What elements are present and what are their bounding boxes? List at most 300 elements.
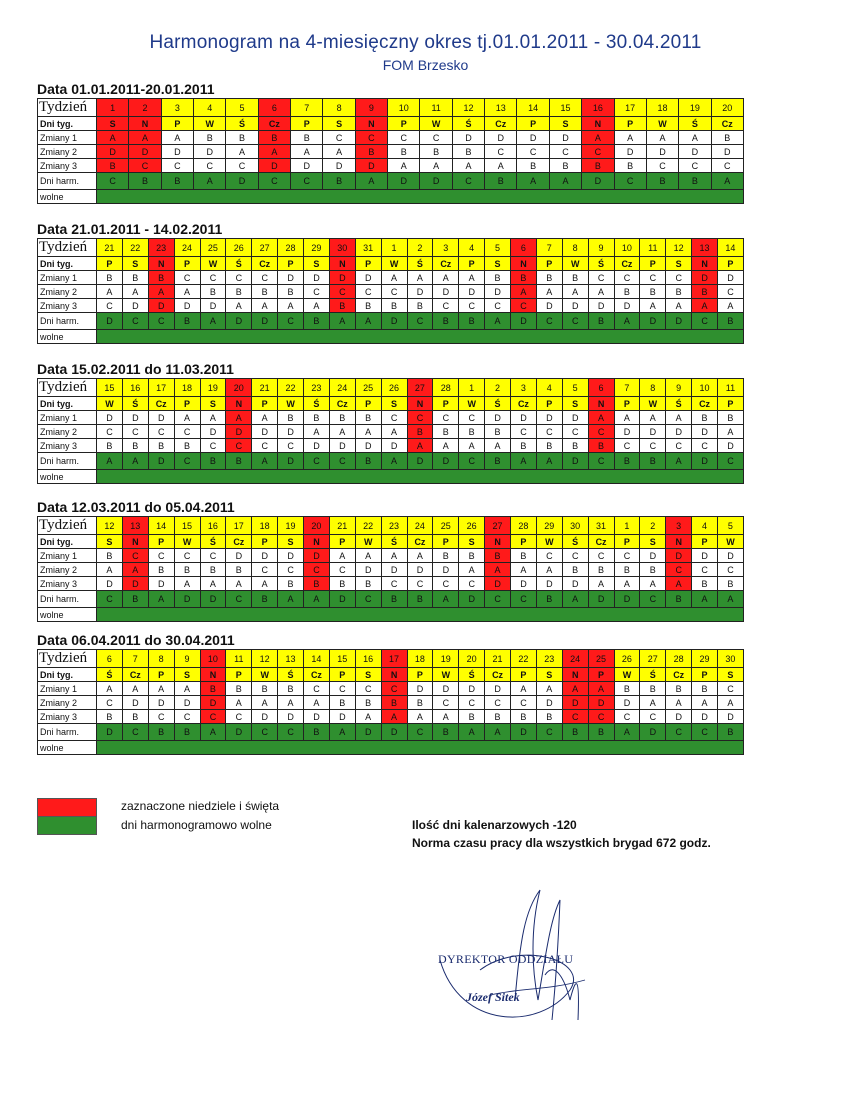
shift1-cell: C	[388, 131, 420, 145]
shift3-cell: A	[226, 299, 252, 313]
harm-cell: C	[252, 724, 278, 741]
weekday-cell: P	[278, 257, 304, 271]
weekday-cell: P	[226, 668, 252, 682]
harm-cell: B	[666, 591, 692, 608]
shift3-cell: B	[122, 710, 148, 724]
shift3-cell: B	[459, 710, 485, 724]
weekday-cell: S	[536, 668, 562, 682]
shift1-row	[38, 549, 744, 563]
shift1-cell: B	[278, 682, 304, 696]
weekday-cell: N	[562, 668, 588, 682]
harm-cell: A	[329, 724, 355, 741]
week-cell: 11	[640, 239, 666, 257]
row-label: Zmiany 1	[38, 682, 97, 696]
note-work-norm: Norma czasu pracy dla wszystkich brygad 672 godz.	[412, 836, 711, 850]
shift3-cell: D	[718, 710, 744, 724]
weekday-cell: P	[433, 535, 459, 549]
week-cell: 17	[148, 379, 174, 397]
weekday-cell: Ś	[407, 257, 433, 271]
week-cell: 13	[278, 650, 304, 668]
weekday-row	[38, 257, 744, 271]
shift3-cell: D	[666, 710, 692, 724]
shift1-cell: D	[459, 682, 485, 696]
note-calendar-days: Ilość dni kalenarzowych -120	[412, 818, 577, 832]
weekday-cell: S	[278, 535, 304, 549]
weekday-cell: P	[355, 257, 381, 271]
harm-cell: B	[679, 173, 711, 190]
shift1-cell: C	[148, 549, 174, 563]
weekday-cell: W	[355, 535, 381, 549]
shift3-cell: C	[640, 710, 666, 724]
weekday-cell: P	[459, 257, 485, 271]
shift3-cell: C	[646, 159, 678, 173]
weekday-cell: Ś	[679, 117, 711, 131]
shift2-cell: A	[718, 425, 744, 439]
week-cell: 2	[129, 99, 161, 117]
shift2-cell: C	[433, 696, 459, 710]
weekday-cell: W	[194, 117, 226, 131]
shift2-cell: C	[536, 425, 562, 439]
shift1-cell: C	[323, 131, 355, 145]
shift2-cell: D	[666, 425, 692, 439]
weekday-cell: Ś	[278, 668, 304, 682]
harm-cell: B	[304, 724, 330, 741]
shift2-cell: A	[323, 145, 355, 159]
shift2-cell: A	[329, 425, 355, 439]
shift2-cell: B	[452, 145, 484, 159]
week-cell: 2	[485, 379, 511, 397]
shift3-cell: C	[711, 159, 743, 173]
shift1-cell: B	[459, 549, 485, 563]
week-cell: 8	[323, 99, 355, 117]
section-title: Data 21.01.2011 - 14.02.2011	[37, 221, 223, 237]
week-cell: 10	[388, 99, 420, 117]
harm-cell: D	[433, 453, 459, 470]
week-cell: 3	[433, 239, 459, 257]
shift1-cell: B	[226, 131, 258, 145]
schedule-section	[37, 361, 744, 484]
shift3-cell: D	[381, 439, 407, 453]
weekday-cell: N	[200, 668, 226, 682]
shift2-cell: D	[148, 696, 174, 710]
shift3-cell: A	[200, 577, 226, 591]
weekday-cell: Ś	[562, 535, 588, 549]
harm-cell: A	[511, 453, 537, 470]
harm-cell: B	[588, 724, 614, 741]
harm-cell: A	[517, 173, 549, 190]
harm-cell: B	[381, 591, 407, 608]
harm-cell: D	[226, 313, 252, 330]
shift2-cell: B	[226, 285, 252, 299]
shift1-cell: C	[304, 682, 330, 696]
weekday-cell: P	[692, 535, 718, 549]
week-cell: 28	[666, 650, 692, 668]
shift3-cell: C	[614, 439, 640, 453]
shift3-cell: D	[355, 439, 381, 453]
weekday-cell: Cz	[511, 397, 537, 411]
harm-cell: D	[640, 724, 666, 741]
shift2-row	[38, 145, 744, 159]
harm-cell: C	[355, 591, 381, 608]
shift1-cell: D	[97, 411, 123, 425]
week-cell: 20	[304, 517, 330, 535]
row-label: wolne	[38, 330, 97, 344]
shift2-cell: A	[666, 696, 692, 710]
week-cell: 24	[174, 239, 200, 257]
weekday-cell: Ś	[588, 257, 614, 271]
schedule-table	[37, 98, 744, 204]
weekday-cell: Cz	[485, 668, 511, 682]
shift1-cell: A	[536, 682, 562, 696]
week-cell: 12	[452, 99, 484, 117]
shift3-cell: D	[122, 577, 148, 591]
shift2-cell: D	[646, 145, 678, 159]
shift3-cell: A	[588, 577, 614, 591]
shift3-cell: D	[97, 577, 123, 591]
row-label: Zmiany 3	[38, 439, 97, 453]
week-cell: 22	[278, 379, 304, 397]
weekday-cell: S	[323, 117, 355, 131]
shift3-cell: D	[329, 710, 355, 724]
shift1-cell: C	[174, 271, 200, 285]
week-cell: 3	[511, 379, 537, 397]
section-title: Data 12.03.2011 do 05.04.2011	[37, 499, 235, 515]
harm-cell: D	[459, 591, 485, 608]
week-cell: 16	[200, 517, 226, 535]
week-cell: 31	[588, 517, 614, 535]
shift1-cell: D	[148, 411, 174, 425]
shift2-row	[38, 563, 744, 577]
week-row	[38, 239, 744, 257]
shift3-cell: C	[614, 710, 640, 724]
shift3-cell: A	[252, 577, 278, 591]
harm-cell: D	[381, 724, 407, 741]
weekday-cell: W	[278, 397, 304, 411]
shift2-cell: A	[291, 145, 323, 159]
shift1-cell: C	[174, 549, 200, 563]
shift3-cell: D	[323, 159, 355, 173]
wolne-cell	[97, 330, 744, 344]
weekday-cell: N	[129, 117, 161, 131]
weekday-cell: W	[420, 117, 452, 131]
shift3-cell: C	[174, 710, 200, 724]
week-cell: 2	[640, 517, 666, 535]
harm-cell: A	[459, 724, 485, 741]
weekday-row	[38, 117, 744, 131]
weekday-cell: Cz	[485, 117, 517, 131]
shift2-cell: B	[562, 563, 588, 577]
shift2-cell: D	[200, 425, 226, 439]
harm-cell: A	[718, 591, 744, 608]
shift1-cell: D	[226, 549, 252, 563]
shift2-cell: A	[562, 285, 588, 299]
shift1-cell: D	[562, 411, 588, 425]
harm-cell: A	[97, 453, 123, 470]
harm-row	[38, 313, 744, 330]
shift3-cell: A	[640, 299, 666, 313]
shift2-cell: A	[97, 563, 123, 577]
shift2-cell: B	[420, 145, 452, 159]
harm-cell: C	[278, 313, 304, 330]
shift3-cell: B	[549, 159, 581, 173]
shift3-cell: D	[200, 299, 226, 313]
harm-cell: A	[252, 453, 278, 470]
page-title: Harmonogram na 4-miesięczny okres tj.01.01.2011 - 30.04.2011	[149, 32, 702, 53]
week-cell: 28	[278, 239, 304, 257]
harm-cell: A	[562, 591, 588, 608]
week-cell: 20	[459, 650, 485, 668]
weekday-cell: N	[226, 397, 252, 411]
harm-cell: C	[536, 313, 562, 330]
harm-cell: D	[174, 591, 200, 608]
shift3-cell: B	[407, 299, 433, 313]
week-cell: 12	[252, 650, 278, 668]
week-cell: 14	[517, 99, 549, 117]
week-cell: 17	[614, 99, 646, 117]
section-title: Data 15.02.2011 do 11.03.2011	[37, 361, 234, 377]
shift1-cell: A	[640, 411, 666, 425]
shift2-cell: D	[433, 563, 459, 577]
row-label: Dni tyg.	[38, 397, 97, 411]
row-label: wolne	[38, 741, 97, 755]
harm-cell: B	[536, 591, 562, 608]
wolne-row	[38, 470, 744, 484]
week-cell: 23	[381, 517, 407, 535]
shift2-cell: C	[549, 145, 581, 159]
week-cell: 22	[511, 650, 537, 668]
shift2-cell: A	[588, 285, 614, 299]
shift2-cell: C	[511, 425, 537, 439]
harm-cell: C	[407, 313, 433, 330]
weekday-cell: Cz	[588, 535, 614, 549]
row-label: Dni harm.	[38, 313, 97, 330]
shift3-cell: C	[562, 710, 588, 724]
shift1-cell: D	[355, 271, 381, 285]
shift1-cell: B	[562, 271, 588, 285]
shift2-cell: D	[194, 145, 226, 159]
shift3-cell: B	[122, 439, 148, 453]
shift3-cell: D	[174, 299, 200, 313]
shift2-cell: C	[278, 563, 304, 577]
shift2-cell: A	[148, 285, 174, 299]
legend-red-text: zaznaczone niedziele i święta	[121, 799, 280, 813]
shift1-cell: B	[718, 411, 744, 425]
shift2-cell: B	[355, 696, 381, 710]
harm-cell: A	[148, 591, 174, 608]
harm-cell: C	[459, 453, 485, 470]
wolne-row	[38, 190, 744, 204]
week-cell: 7	[122, 650, 148, 668]
shift2-cell: C	[122, 425, 148, 439]
shift1-cell: A	[433, 271, 459, 285]
shift3-cell: A	[388, 159, 420, 173]
shift3-cell: C	[97, 299, 123, 313]
shift1-row	[38, 131, 744, 145]
harm-cell: B	[485, 173, 517, 190]
week-cell: 19	[679, 99, 711, 117]
harm-cell: C	[614, 173, 646, 190]
harm-cell: A	[549, 173, 581, 190]
week-cell: 26	[614, 650, 640, 668]
shift2-cell: B	[433, 425, 459, 439]
shift1-cell: A	[161, 131, 193, 145]
shift2-cell: D	[161, 145, 193, 159]
harm-cell: A	[278, 591, 304, 608]
week-cell: 24	[562, 650, 588, 668]
week-cell: 16	[355, 650, 381, 668]
shift2-cell: A	[536, 285, 562, 299]
weekday-cell: N	[304, 535, 330, 549]
shift1-cell: B	[329, 411, 355, 425]
shift1-cell: D	[718, 271, 744, 285]
shift1-cell: A	[679, 131, 711, 145]
week-cell: 2	[407, 239, 433, 257]
shift2-cell: C	[174, 425, 200, 439]
harm-cell: A	[614, 313, 640, 330]
shift1-row	[38, 411, 744, 425]
shift3-cell: A	[381, 710, 407, 724]
shift1-cell: C	[666, 271, 692, 285]
shift1-cell: D	[278, 549, 304, 563]
schedule-table	[37, 649, 744, 755]
shift3-cell: D	[692, 710, 718, 724]
harm-cell: D	[640, 313, 666, 330]
week-cell: 22	[355, 517, 381, 535]
week-cell: 5	[226, 99, 258, 117]
shift2-cell: B	[226, 563, 252, 577]
harm-cell: C	[329, 453, 355, 470]
shift3-cell: B	[718, 577, 744, 591]
shift1-cell: A	[329, 549, 355, 563]
shift2-cell: B	[614, 285, 640, 299]
shift1-cell: C	[420, 131, 452, 145]
shift3-cell: A	[452, 159, 484, 173]
row-label: Tydzień	[38, 650, 97, 668]
harm-cell: B	[718, 724, 744, 741]
weekday-cell: W	[459, 397, 485, 411]
shift1-cell: A	[200, 411, 226, 425]
shift2-cell: C	[459, 696, 485, 710]
harm-cell: C	[718, 453, 744, 470]
shift1-cell: D	[278, 271, 304, 285]
shift3-cell: B	[174, 439, 200, 453]
shift3-cell: C	[226, 159, 258, 173]
weekday-cell: Ś	[640, 668, 666, 682]
harm-cell: A	[614, 724, 640, 741]
shift2-cell: B	[388, 145, 420, 159]
signature-title: DYREKTOR ODDZIAŁU	[438, 952, 574, 966]
weekday-cell: S	[666, 257, 692, 271]
week-cell: 23	[304, 379, 330, 397]
harm-cell: C	[278, 724, 304, 741]
weekday-cell: S	[562, 397, 588, 411]
week-cell: 28	[433, 379, 459, 397]
week-cell: 21	[97, 239, 123, 257]
harm-cell: D	[355, 724, 381, 741]
shift3-cell: B	[148, 439, 174, 453]
shift1-cell: C	[381, 682, 407, 696]
shift2-cell: A	[304, 696, 330, 710]
shift2-cell: B	[381, 696, 407, 710]
shift2-cell: D	[640, 425, 666, 439]
shift3-cell: A	[407, 710, 433, 724]
shift2-cell: B	[200, 285, 226, 299]
shift3-cell: B	[485, 710, 511, 724]
shift3-cell: A	[459, 439, 485, 453]
harm-cell: A	[355, 313, 381, 330]
harm-cell: D	[582, 173, 614, 190]
shift3-cell: C	[679, 159, 711, 173]
week-cell: 8	[148, 650, 174, 668]
shift1-cell: C	[252, 271, 278, 285]
week-cell: 26	[459, 517, 485, 535]
shift1-cell: C	[200, 549, 226, 563]
harm-cell: B	[433, 313, 459, 330]
shift3-cell: A	[420, 159, 452, 173]
harm-cell: A	[329, 313, 355, 330]
row-label: Dni tyg.	[38, 535, 97, 549]
weekday-cell: W	[718, 535, 744, 549]
row-label: Tydzień	[38, 239, 97, 257]
shift2-cell: D	[433, 285, 459, 299]
weekday-cell: W	[381, 257, 407, 271]
week-cell: 6	[588, 379, 614, 397]
shift3-cell: B	[517, 159, 549, 173]
shift1-cell: B	[511, 549, 537, 563]
shift2-cell: B	[407, 425, 433, 439]
weekday-cell: W	[640, 397, 666, 411]
row-label: Tydzień	[38, 517, 97, 535]
weekday-cell: Cz	[226, 535, 252, 549]
shift2-cell: B	[200, 563, 226, 577]
row-label: Zmiany 2	[38, 145, 97, 159]
harm-cell: C	[226, 591, 252, 608]
shift2-cell: C	[666, 563, 692, 577]
week-cell: 21	[485, 650, 511, 668]
shift2-cell: C	[562, 425, 588, 439]
weekday-cell: P	[511, 668, 537, 682]
shift1-cell: D	[511, 411, 537, 425]
harm-cell: C	[148, 313, 174, 330]
shift1-cell: A	[122, 682, 148, 696]
week-cell: 1	[614, 517, 640, 535]
weekday-cell: S	[304, 257, 330, 271]
shift1-cell: A	[511, 682, 537, 696]
shift1-cell: C	[459, 411, 485, 425]
shift3-cell: D	[562, 577, 588, 591]
row-label: Dni tyg.	[38, 668, 97, 682]
shift3-cell: D	[355, 159, 387, 173]
weekday-row	[38, 397, 744, 411]
weekday-cell: N	[148, 257, 174, 271]
shift2-cell: C	[588, 425, 614, 439]
shift1-cell: C	[536, 549, 562, 563]
harm-cell: D	[666, 313, 692, 330]
shift1-cell: C	[381, 411, 407, 425]
weekday-cell: Ś	[97, 668, 123, 682]
shift1-cell: A	[226, 411, 252, 425]
shift1-cell: C	[562, 549, 588, 563]
wolne-cell	[97, 608, 744, 622]
shift3-cell: A	[304, 299, 330, 313]
week-cell: 12	[666, 239, 692, 257]
harm-cell: B	[718, 313, 744, 330]
row-label: Zmiany 3	[38, 299, 97, 313]
row-label: Tydzień	[38, 99, 97, 117]
shift2-cell: B	[666, 285, 692, 299]
shift1-cell: A	[174, 411, 200, 425]
week-cell: 30	[329, 239, 355, 257]
